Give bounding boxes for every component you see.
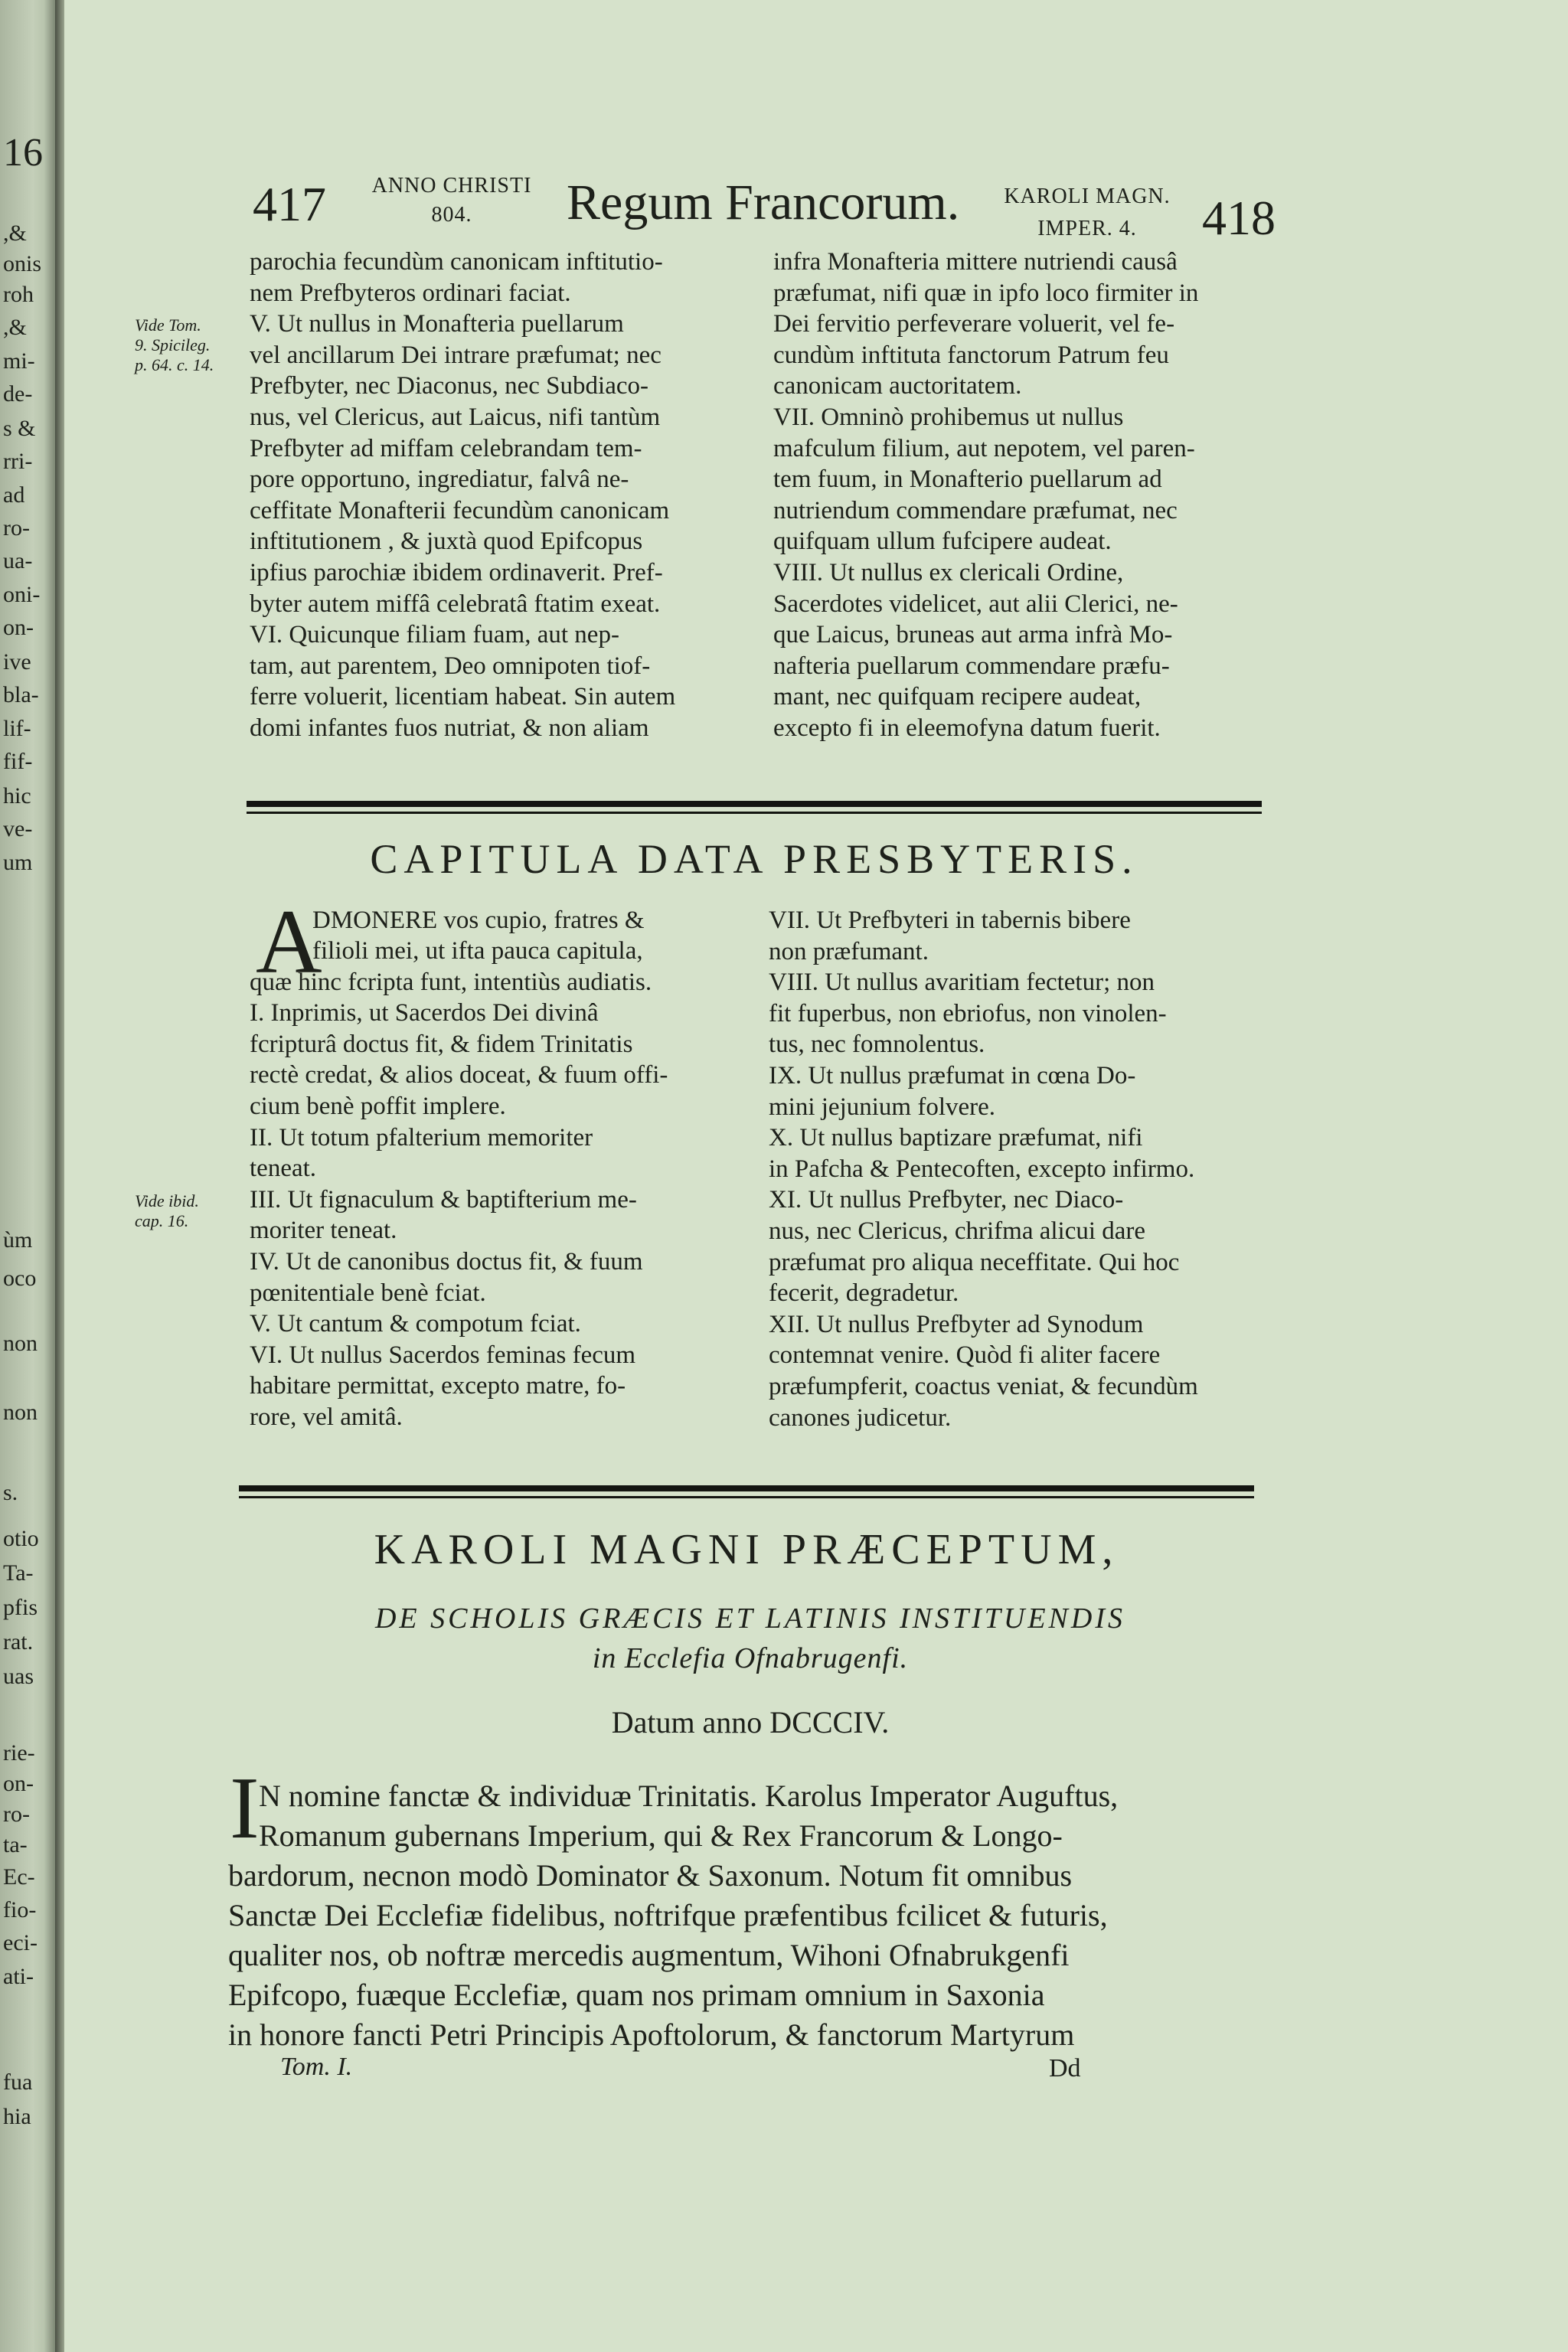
text-line: nus, nec Clericus, chrifma alicui dare	[769, 1217, 1146, 1245]
margin-fragment: lif-	[3, 716, 31, 741]
margin-fragment: s &	[3, 416, 36, 441]
margin-fragment: ro-	[3, 1802, 30, 1827]
text-line: præfumat pro aliqua neceffitate. Qui hoc	[769, 1248, 1180, 1276]
text-line: nem Prefbyteros ordinari faciat.	[250, 279, 571, 307]
text-line: pore opportuno, ingrediatur, falvâ ne-	[250, 466, 629, 494]
margin-fragment: eci-	[3, 1930, 38, 1955]
text-line: XI. Ut nullus Prefbyter, nec Diaco-	[769, 1186, 1124, 1214]
text-line: mafculum filium, aut nepotem, vel paren-	[773, 434, 1195, 462]
text-line: canonicam auctoritatem.	[773, 372, 1022, 400]
text-line: Epifcopo, fuæque Ecclefiæ, quam nos primam omnium in Saxonia	[228, 1978, 1045, 2012]
text-line: tus, nec fomnolentus.	[769, 1031, 985, 1059]
margin-note-ibid	[135, 1191, 199, 1231]
text-line: que Laicus, bruneas aut arma infrà Mo-	[773, 621, 1173, 649]
text-line: Prefbyter ad miffam celebrandam tem-	[250, 434, 642, 462]
margin-fragment: mi-	[3, 348, 35, 374]
footer-volume: Tom. I.	[280, 2053, 353, 2081]
text-line: XII. Ut nullus Prefbyter ad Synodum	[769, 1310, 1144, 1338]
margin-note-line: Vide ibid.	[135, 1191, 199, 1210]
margin-note-line: cap. 16.	[135, 1211, 189, 1230]
text-line: rore, vel amitâ.	[250, 1403, 403, 1431]
margin-fragment: hia	[3, 2104, 31, 2129]
text-line: byter autem miffâ celebratâ ftatim exeat.	[250, 590, 661, 618]
margin-fragment: um	[3, 850, 33, 875]
margin-fragment: uas	[3, 1664, 34, 1689]
margin-fragment: ua-	[3, 548, 33, 573]
text-line: IX. Ut nullus præfumat in cœna Do-	[769, 1061, 1136, 1089]
text-line: mini jejunium folvere.	[769, 1093, 996, 1121]
margin-fragment: fio-	[3, 1897, 37, 1922]
text-line: excepto fi in eleemofyna datum fuerit.	[773, 714, 1161, 742]
text-line: domi infantes fuos nutriat, & non aliam	[250, 714, 649, 742]
margin-fragment: bla-	[3, 682, 39, 707]
anno-year: 804.	[431, 203, 472, 227]
praeceptum-dropcap: I	[230, 1759, 260, 1857]
anno-christi-label: ANNO CHRISTI	[371, 174, 532, 198]
margin-fragment: ro-	[3, 515, 30, 541]
capitula-title: CAPITULA DATA PRESBYTERIS.	[370, 836, 1138, 882]
text-line: V. Ut cantum & compotum fciat.	[250, 1310, 581, 1338]
text-line: ceffitate Monafterii fecundùm canonicam	[250, 496, 670, 524]
capitula-first-line	[312, 905, 747, 936]
text-line: tem fuum, in Monafterio puellarum ad	[773, 466, 1162, 494]
margin-fragment: ta-	[3, 1832, 28, 1857]
text-line: Prefbyter, nec Diaconus, nec Subdiaco-	[250, 372, 648, 400]
text-line: teneat.	[250, 1155, 317, 1183]
text-line: ferre voluerit, licentiam habeat. Sin autem	[250, 683, 676, 711]
margin-fragment: ve-	[3, 816, 33, 841]
text-line: canones judicetur.	[769, 1403, 952, 1432]
margin-note-line: Vide Tom.	[135, 315, 201, 335]
margin-fragment: ,&	[3, 220, 27, 246]
text-line: quæ hinc fcripta funt, intentiùs audiatis.	[250, 968, 652, 996]
text-line: VII. Omninò prohibemus ut nullus	[773, 403, 1124, 431]
text-line: VI. Quicunque filiam fuam, aut nep-	[250, 621, 619, 649]
praeceptum-subtitle-place: in Ecclefia Ofnabrugenfi.	[592, 1642, 909, 1674]
text-line: præfumpferit, coactus veniat, & fecundùm	[769, 1372, 1198, 1400]
margin-fragment: ati-	[3, 1964, 34, 1989]
text-line: Dei fervitio perfeverare voluerit, vel fe-	[773, 310, 1175, 338]
text-line: bardorum, necnon modò Dominator & Saxonum. Notum fit omnibus	[228, 1858, 1073, 1893]
text-line: cundùm inftituta fanctorum Patrum feu	[773, 341, 1169, 369]
capitula-right-column	[769, 905, 1266, 1433]
text-line: nus, vel Clericus, aut Laicus, nifi tantùm	[250, 403, 661, 431]
margin-fragment: oco	[3, 1266, 37, 1291]
book-spine-shadow	[55, 0, 64, 2352]
text-line: DMONERE vos cupio, fratres &	[312, 906, 645, 934]
text-line: Sanctæ Dei Ecclefiæ fidelibus, noftrifque præfentibus fcilicet & futuris,	[228, 1898, 1108, 1932]
text-line: nafteria puellarum commendare præfu-	[773, 652, 1170, 680]
right-page-number: 418	[1202, 191, 1276, 245]
text-line: in honore fancti Petri Principis Apoftolorum, & fanctorum Martyrum	[228, 2017, 1075, 2052]
text-line: VI. Ut nullus Sacerdos feminas fecum	[250, 1341, 636, 1369]
capitula-dropcap: A	[256, 890, 322, 992]
capitula-left-column	[250, 936, 747, 1433]
text-line: filioli mei, ut ifta pauca capitula,	[312, 937, 643, 965]
text-line: fcripturâ doctus fit, & fidem Trinitatis	[250, 1030, 633, 1058]
text-line: contemnat venire. Quòd fi aliter facere	[769, 1341, 1161, 1370]
text-line: qualiter nos, ob noftræ mercedis augmentum, Wihoni Ofnabrukgenfi	[228, 1938, 1070, 1972]
margin-fragment: s.	[3, 1480, 18, 1505]
text-line: VII. Ut Prefbyteri in tabernis bibere	[769, 906, 1131, 934]
margin-fragment: Ec-	[3, 1864, 35, 1890]
text-line: fecerit, degradetur.	[769, 1279, 959, 1308]
text-line: ipfius parochiæ ibidem ordinaverit. Pref-	[250, 558, 663, 586]
text-line: rectè credat, & alios doceat, & fuum offi-	[250, 1061, 668, 1089]
text-line: moriter teneat.	[250, 1217, 397, 1245]
praeceptum-date: Datum anno DCCCIV.	[611, 1705, 890, 1740]
margin-fragment: non	[3, 1400, 38, 1425]
margin-note-line: p. 64. c. 14.	[135, 355, 214, 374]
text-line: N nomine fanctæ & individuæ Trinitatis. Karolus Imperator Auguftus,	[259, 1779, 1119, 1813]
margin-fragment: rat.	[3, 1629, 34, 1655]
text-line: mant, nec quifquam recipere audeat,	[773, 683, 1142, 711]
text-line: infra Monafteria mittere nutriendi causâ	[773, 248, 1178, 276]
margin-fragment: otio	[3, 1526, 39, 1551]
text-line: II. Ut totum pfalterium memoriter	[250, 1123, 593, 1152]
text-line: I. Inprimis, ut Sacerdos Dei divinâ	[250, 999, 599, 1027]
margin-fragment: Ta-	[3, 1560, 34, 1586]
praeceptum-title: KAROLI MAGNI PRÆCEPTUM,	[374, 1526, 1119, 1573]
section-rule-thin	[247, 812, 1262, 814]
margin-fragment: pfis	[3, 1595, 38, 1620]
running-title: Regum Francorum.	[567, 175, 960, 230]
margin-fragment: 16	[3, 131, 43, 175]
margin-fragment: ive	[3, 649, 31, 675]
text-line: inftitutionem , & juxtà quod Epifcopus	[250, 528, 643, 556]
text-line: Romanum gubernans Imperium, qui & Rex Francorum & Longo-	[259, 1818, 1063, 1853]
margin-fragment: de-	[3, 381, 33, 407]
margin-fragment: onis	[3, 251, 42, 276]
margin-fragment: fif-	[3, 749, 33, 774]
margin-note-spicilegium	[135, 315, 214, 375]
margin-fragment: oni-	[3, 582, 41, 607]
text-line: cium benè poffit implere.	[250, 1092, 506, 1120]
karoli-magn-label: KAROLI MAGN.	[1004, 185, 1171, 208]
text-line: non præfumant.	[769, 937, 929, 965]
margin-fragment: on-	[3, 1771, 34, 1796]
text-line: præfumat, nifi quæ in ipfo loco firmiter in	[773, 279, 1199, 307]
text-line: nutriendum commendare præfumat, nec	[773, 496, 1178, 524]
margin-fragment: roh	[3, 282, 34, 307]
text-line: parochia fecundùm canonicam inftitutio-	[250, 248, 663, 276]
text-line: VIII. Ut nullus avaritiam fectetur; non	[769, 969, 1155, 997]
text-line: habitare permittat, excepto matre, fo-	[250, 1372, 626, 1400]
margin-fragment: rri-	[3, 449, 33, 474]
text-line: tam, aut parentem, Deo omnipoten tiof-	[250, 652, 651, 680]
footer-signature-mark: Dd	[1049, 2054, 1081, 2082]
text-line: quifquam ullum fufcipere audeat.	[773, 528, 1112, 556]
margin-fragment: on-	[3, 615, 34, 640]
margin-fragment: ad	[3, 482, 25, 508]
left-page-number: 417	[253, 177, 326, 231]
imper-year: IMPER. 4.	[1037, 217, 1137, 240]
text-line: pœnitentiale benè fciat.	[250, 1279, 486, 1307]
section-rule-thin-2	[239, 1496, 1254, 1498]
text-line: III. Ut fignaculum & baptifterium me-	[250, 1185, 637, 1214]
margin-fragment: ùm	[3, 1227, 33, 1253]
text-line: vel ancillarum Dei intrare præfumat; nec	[250, 341, 662, 369]
margin-fragment: hic	[3, 783, 31, 808]
text-line: IV. Ut de canonibus doctus fit, & fuum	[250, 1247, 643, 1276]
margin-fragment: rie-	[3, 1740, 35, 1766]
text-line: V. Ut nullus in Monafteria puellarum	[250, 310, 624, 338]
top-right-column	[773, 247, 1271, 744]
section-rule-thick-2	[239, 1485, 1254, 1491]
praeceptum-body	[228, 1776, 1254, 2055]
text-line: fit fuperbus, non ebriofus, non vinolen-	[769, 999, 1167, 1027]
margin-fragment: non	[3, 1331, 38, 1356]
text-line: in Pafcha & Pentecoften, excepto infirmo.	[769, 1155, 1195, 1183]
margin-fragment: ,&	[3, 315, 27, 340]
text-line: Sacerdotes videlicet, aut alii Clerici, ne-	[773, 590, 1178, 618]
margin-note-line: 9. Spicileg.	[135, 335, 211, 354]
margin-fragment: fua	[3, 2069, 33, 2095]
text-line: X. Ut nullus baptizare præfumat, nifi	[769, 1124, 1143, 1152]
top-left-column	[250, 247, 747, 744]
text-line: VIII. Ut nullus ex clericali Ordine,	[773, 558, 1124, 586]
praeceptum-subtitle: DE SCHOLIS GRÆCIS ET LATINIS INSTITUENDIS	[374, 1602, 1126, 1635]
section-rule-thick	[247, 801, 1262, 807]
